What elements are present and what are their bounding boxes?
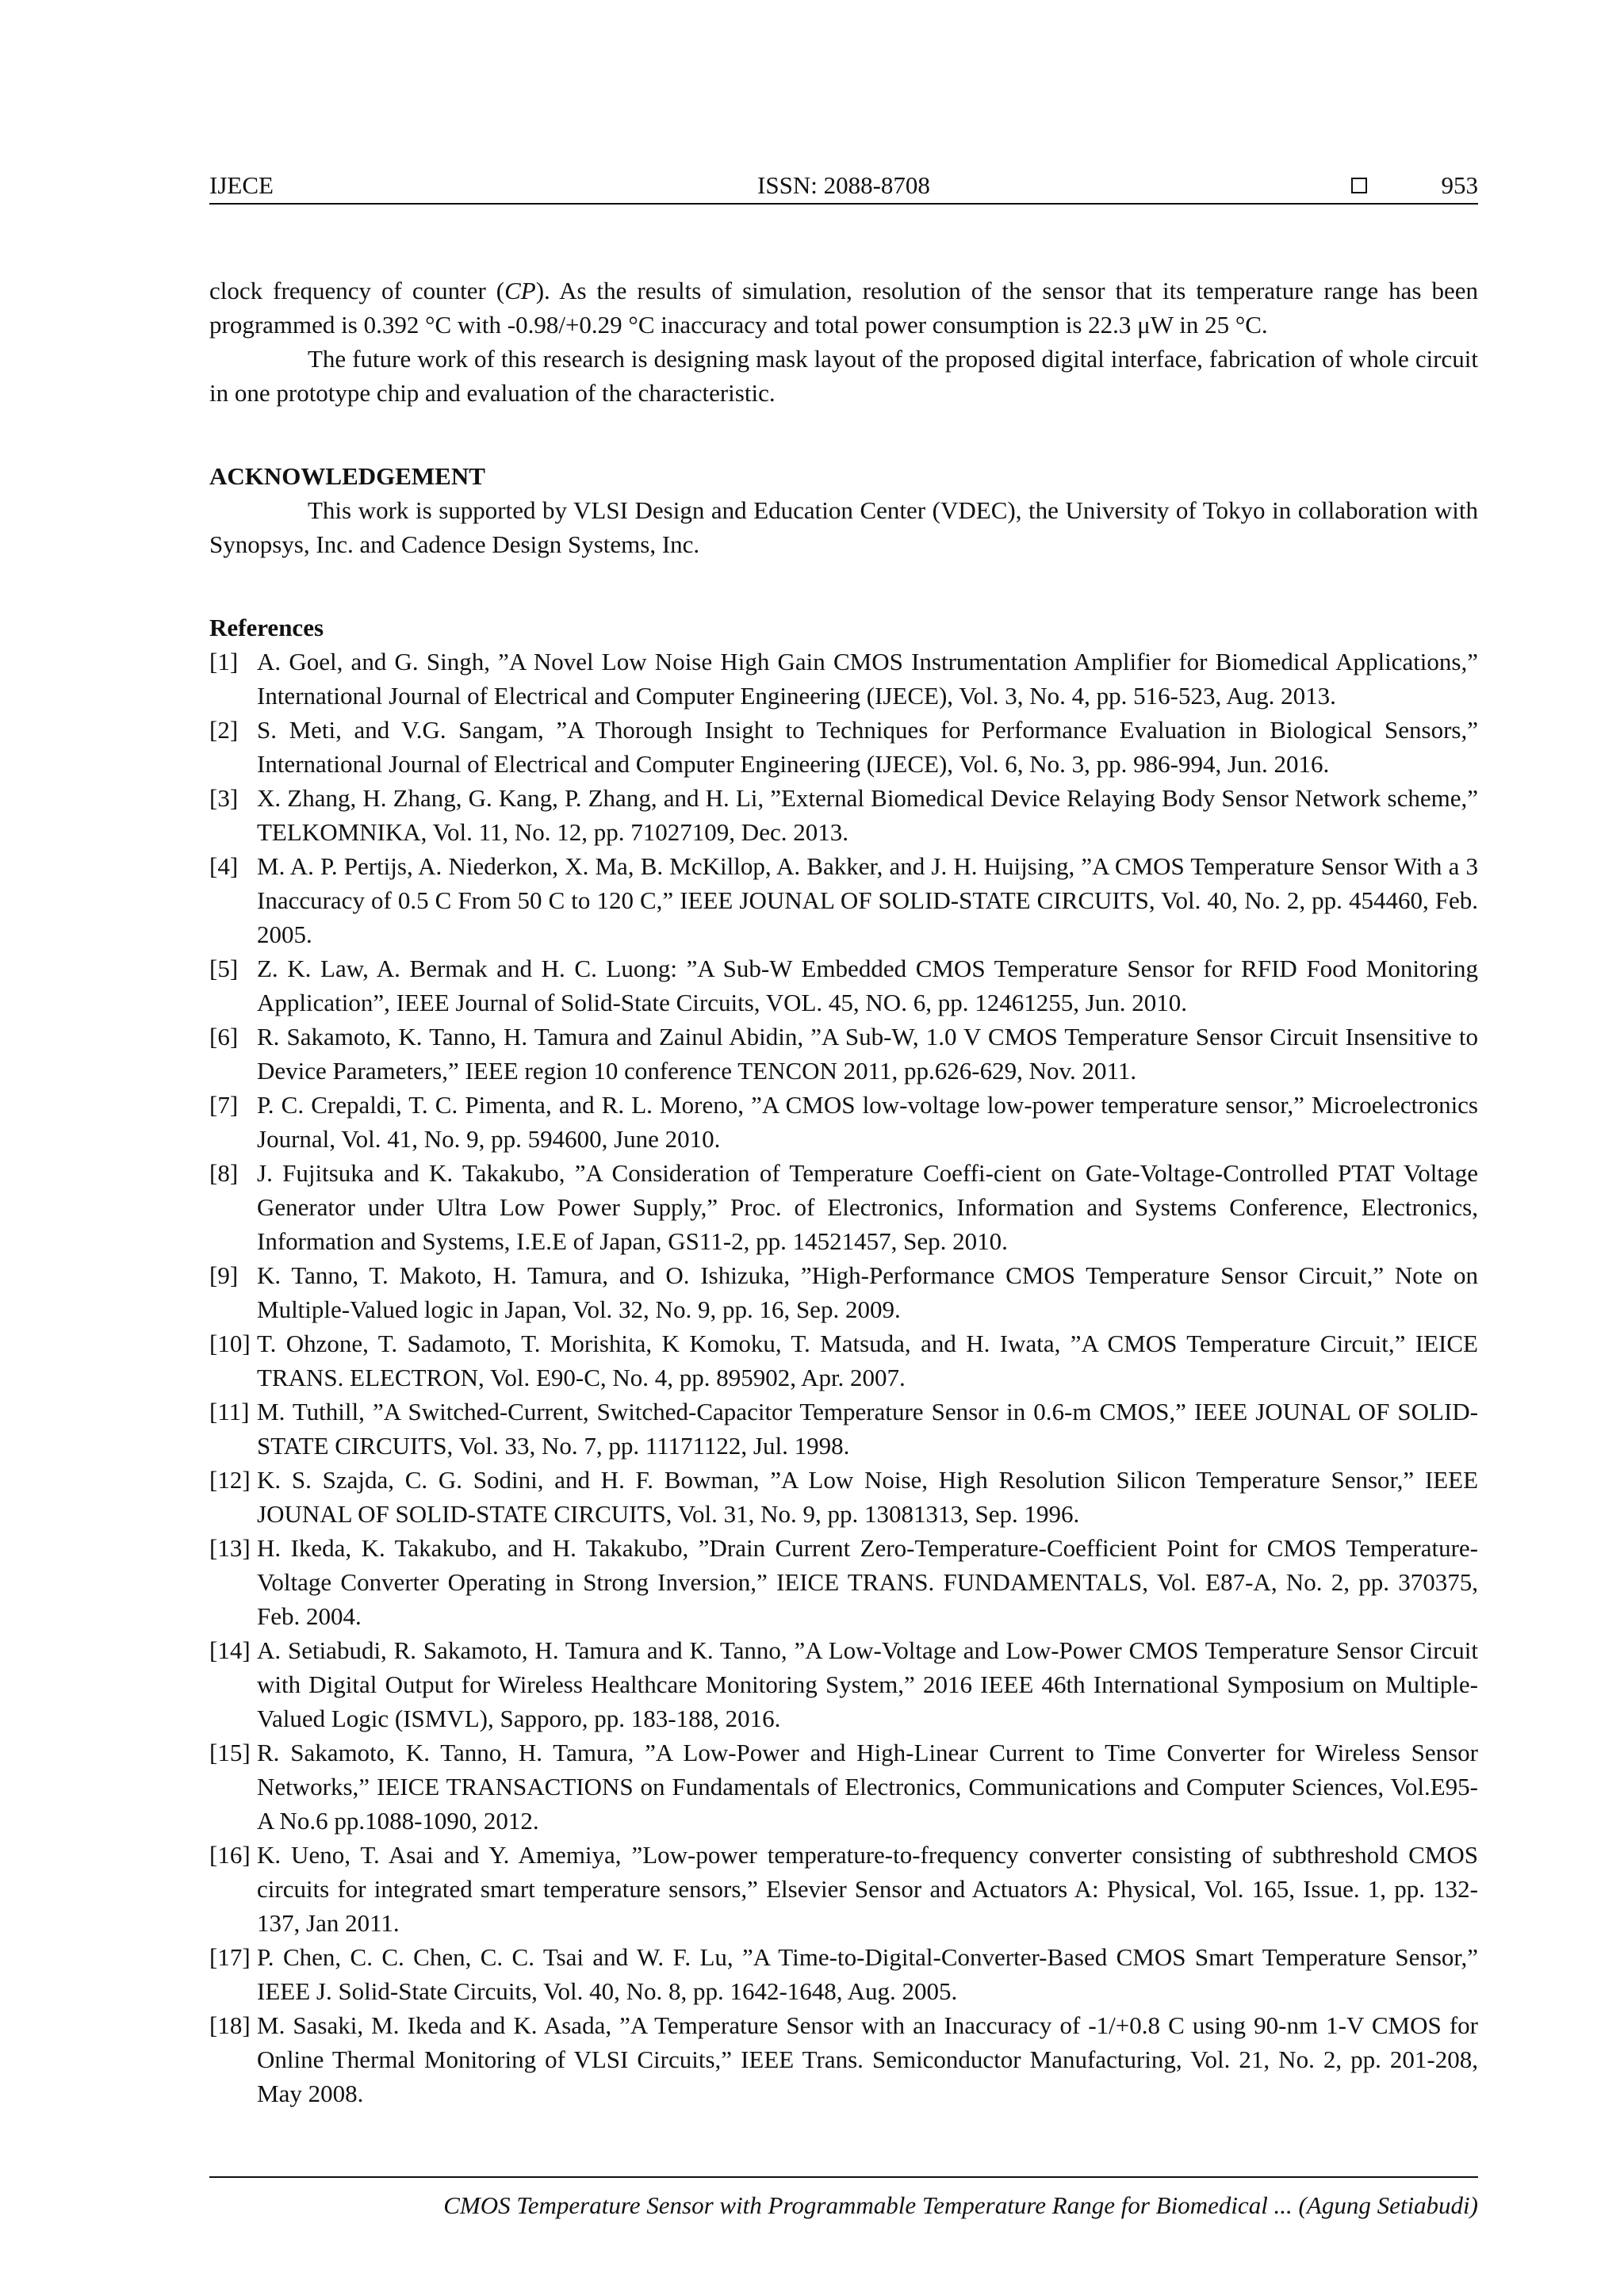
- reference-number: [8]: [209, 1159, 239, 1187]
- body-paragraph-1: clock frequency of counter (CP). As the results of simulation, resolution of the sensor that its temperature range has been programmed is 0.392 °C with -0.98/+0.29 °C inaccuracy and total power consumption is 22.3 μW in 25 °C.: [209, 277, 1478, 339]
- reference-number: [16]: [209, 1841, 251, 1869]
- reference-number: [18]: [209, 2011, 251, 2039]
- reference-number: [7]: [209, 1091, 239, 1119]
- reference-number: [5]: [209, 955, 239, 982]
- reference-item: [209, 1156, 1478, 1258]
- reference-number: [13]: [209, 1534, 251, 1562]
- reference-number: [17]: [209, 1943, 251, 1971]
- reference-text: P. Chen, C. C. Chen, C. C. Tsai and W. F. Lu, ”A Time-to-Digital-Converter-Based CMOS Smart Temperature Sensor,” IEEE J. Solid-State Circuits, Vol. 40, No. 8, pp. 1642-1648, Aug. 2005.: [257, 1943, 1478, 2005]
- references-section: [209, 610, 1478, 2110]
- reference-text: R. Sakamoto, K. Tanno, H. Tamura, ”A Low-Power and High-Linear Current to Time Converter for Wireless Sensor Networks,” IEICE TRANSACTIONS on Fundamentals of Electronics, Communications and Computer Sciences, Vol.E95-A No.6 pp.1088-1090, 2012.: [257, 1739, 1478, 1835]
- page-number: 953: [1441, 171, 1478, 199]
- reference-number: [9]: [209, 1261, 239, 1289]
- reference-item: [209, 1020, 1478, 1088]
- references-heading: References: [209, 614, 324, 641]
- reference-item: [209, 1940, 1478, 2008]
- reference-number: [10]: [209, 1330, 251, 1357]
- reference-text: X. Zhang, H. Zhang, G. Kang, P. Zhang, and H. Li, ”External Biomedical Device Relaying Body Sensor Network scheme,” TELKOMNIKA, Vol. 11, No. 12, pp. 71027109, Dec. 2013.: [257, 784, 1478, 846]
- reference-item: [209, 1463, 1478, 1531]
- reference-text: R. Sakamoto, K. Tanno, H. Tamura and Zainul Abidin, ”A Sub-W, 1.0 V CMOS Temperature Sensor Circuit Insensitive to Device Parameters,” IEEE region 10 conference TENCON 2011, pp.626-629, Nov. 2011.: [257, 1023, 1478, 1085]
- reference-number: [3]: [209, 784, 239, 812]
- reference-item: [209, 1838, 1478, 1940]
- reference-text: H. Ikeda, K. Takakubo, and H. Takakubo, ”Drain Current Zero-Temperature-Coefficient Point for CMOS Temperature-Voltage Converter Operating in Strong Inversion,” IEICE TRANS. FUNDAMENTALS, Vol. E87-A, No. 2, pp. 370375, Feb. 2004.: [257, 1534, 1478, 1630]
- reference-item: [209, 1326, 1478, 1395]
- reference-item: [209, 2008, 1478, 2110]
- reference-item: [209, 1395, 1478, 1463]
- reference-number: [6]: [209, 1023, 239, 1050]
- reference-number: [1]: [209, 648, 239, 675]
- reference-item: [209, 781, 1478, 849]
- header-rule: [209, 203, 1478, 205]
- reference-number: [11]: [209, 1398, 250, 1425]
- reference-list: [209, 645, 1478, 2110]
- reference-item: [209, 1633, 1478, 1735]
- journal-name: IJECE: [209, 171, 274, 199]
- reference-number: [15]: [209, 1739, 251, 1766]
- reference-item: [209, 951, 1478, 1020]
- reference-text: A. Setiabudi, R. Sakamoto, H. Tamura and K. Tanno, ”A Low-Voltage and Low-Power CMOS Temperature Sensor Circuit with Digital Output for Wireless Healthcare Monitoring System,” 2016 IEEE 46th International Symposium on Multiple-Valued Logic (ISMVL), Sapporo, pp. 183-188, 2016.: [257, 1636, 1478, 1732]
- reference-number: [14]: [209, 1636, 251, 1664]
- footer-rule: [209, 2176, 1478, 2178]
- reference-text: P. C. Crepaldi, T. C. Pimenta, and R. L. Moreno, ”A CMOS low-voltage low-power temperature sensor,” Microelectronics Journal, Vol. 41, No. 9, pp. 594600, June 2010.: [257, 1091, 1478, 1153]
- reference-text: J. Fujitsuka and K. Takakubo, ”A Consideration of Temperature Coeffi-cient on Gate-Voltage-Controlled PTAT Voltage Generator under Ultra Low Power Supply,” Proc. of Electronics, Information and Systems Conference, Electronics, Information and Systems, I.E.E of Japan, GS11-2, pp. 14521457, Sep. 2010.: [257, 1159, 1478, 1255]
- reference-text: K. Ueno, T. Asai and Y. Amemiya, ”Low-power temperature-to-frequency converter consisting of subthreshold CMOS circuits for integrated smart temperature sensors,” Elsevier Sensor and Actuators A: Physical, Vol. 165, Issue. 1, pp. 132-137, Jan 2011.: [257, 1841, 1478, 1937]
- reference-item: [209, 1531, 1478, 1633]
- reference-number: [4]: [209, 852, 239, 880]
- reference-item: [209, 713, 1478, 781]
- reference-item: [209, 849, 1478, 951]
- reference-number: [12]: [209, 1466, 251, 1494]
- reference-text: A. Goel, and G. Singh, ”A Novel Low Noise High Gain CMOS Instrumentation Amplifier for Biomedical Applications,” International Journal of Electrical and Computer Engineering (IJECE), Vol. 3, No. 4, pp. 516-523, Aug. 2013.: [257, 648, 1478, 710]
- reference-item: [209, 1088, 1478, 1156]
- body-paragraph-2: The future work of this research is designing mask layout of the proposed digital interface, fabrication of whole circuit in one prototype chip and evaluation of the characteristic.: [209, 345, 1478, 407]
- reference-number: [2]: [209, 716, 239, 744]
- acknowledgement-section: [209, 459, 1478, 561]
- acknowledgement-heading: ACKNOWLEDGEMENT: [209, 462, 485, 490]
- reference-item: [209, 1735, 1478, 1838]
- reference-text: M. Tuthill, ”A Switched-Current, Switched-Capacitor Temperature Sensor in 0.6-m CMOS,” IEEE JOUNAL OF SOLID-STATE CIRCUITS, Vol. 33, No. 7, pp. 11171122, Jul. 1998.: [257, 1398, 1478, 1460]
- reference-text: M. Sasaki, M. Ikeda and K. Asada, ”A Temperature Sensor with an Inaccuracy of -1/+0.8 C using 90-nm 1-V CMOS for Online Thermal Monitoring of VLSI Circuits,” IEEE Trans. Semiconductor Manufacturing, Vol. 21, No. 2, pp. 201-208, May 2008.: [257, 2011, 1478, 2107]
- running-header: [209, 168, 1478, 203]
- reference-text: T. Ohzone, T. Sadamoto, T. Morishita, K Komoku, T. Matsuda, and H. Iwata, ”A CMOS Temperature Circuit,” IEICE TRANS. ELECTRON, Vol. E90-C, No. 4, pp. 895902, Apr. 2007.: [257, 1330, 1478, 1391]
- reference-text: S. Meti, and V.G. Sangam, ”A Thorough Insight to Techniques for Performance Evaluation in Biological Sensors,” International Journal of Electrical and Computer Engineering (IJECE), Vol. 6, No. 3, pp. 986-994, Jun. 2016.: [257, 716, 1478, 778]
- reference-item: [209, 1258, 1478, 1326]
- acknowledgement-text: This work is supported by VLSI Design and Education Center (VDEC), the University of Tokyo in collaboration with Synopsys, Inc. and Cadence Design Systems, Inc.: [209, 496, 1478, 558]
- issn: ISSN: 2088-8708: [757, 171, 930, 199]
- body-text: [209, 274, 1478, 2110]
- reference-text: Z. K. Law, A. Bermak and H. C. Luong: ”A Sub-W Embedded CMOS Temperature Sensor for RFID Food Monitoring Application”, IEEE Journal of Solid-State Circuits, VOL. 45, NO. 6, pp. 12461255, Jun. 2010.: [257, 955, 1478, 1016]
- reference-item: [209, 645, 1478, 713]
- running-footer: CMOS Temperature Sensor with Programmable Temperature Range for Biomedical ... (Agung Setiabudi): [443, 2191, 1478, 2219]
- reference-text: K. S. Szajda, C. G. Sodini, and H. F. Bowman, ”A Low Noise, High Resolution Silicon Temperature Sensor,” IEEE JOUNAL OF SOLID-STATE CIRCUITS, Vol. 31, No. 9, pp. 13081313, Sep. 1996.: [257, 1466, 1478, 1528]
- square-box-icon: [1351, 178, 1367, 193]
- reference-text: M. A. P. Pertijs, A. Niederkon, X. Ma, B. McKillop, A. Bakker, and J. H. Huijsing, ”A CMOS Temperature Sensor With a 3 Inaccuracy of 0.5 C From 50 C to 120 C,” IEEE JOUNAL OF SOLID-STATE CIRCUITS, Vol. 40, No. 2, pp. 454460, Feb. 2005.: [257, 852, 1478, 948]
- reference-text: K. Tanno, T. Makoto, H. Tamura, and O. Ishizuka, ”High-Performance CMOS Temperature Sensor Circuit,” Note on Multiple-Valued logic in Japan, Vol. 32, No. 9, pp. 16, Sep. 2009.: [257, 1261, 1478, 1323]
